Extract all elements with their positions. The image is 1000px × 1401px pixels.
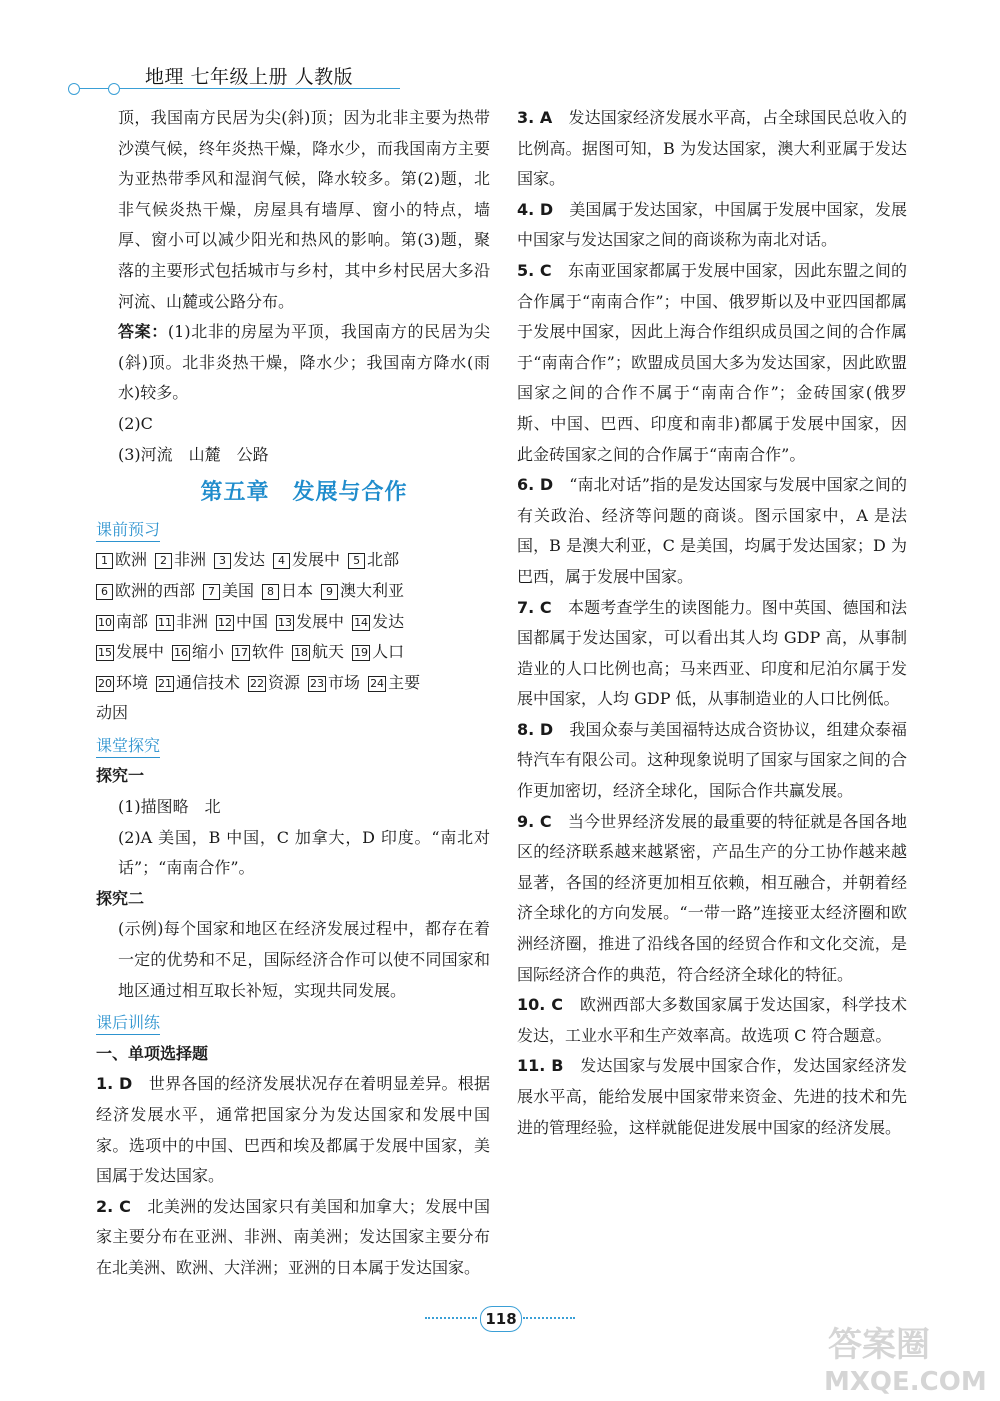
question-2-text: 北美洲的发达国家只有美国和加拿大；发展中国家主要分布在亚洲、非洲、南美洲；发达国家主要分布在北美洲、欧洲、大洋洲；亚洲的日本属于发达国家。 — [96, 1196, 490, 1277]
preview-item-text: 主要 — [388, 672, 421, 692]
preview-item — [352, 637, 404, 668]
header-title: 地理 七年级上册 人教版 — [145, 66, 354, 88]
explore-1-title: 探究一 — [96, 766, 145, 786]
header-dot-mid — [108, 83, 120, 95]
preview-item-number: 8 — [262, 584, 279, 600]
preview-row — [96, 607, 490, 638]
preview-item — [216, 607, 268, 638]
preview-item-number: 17 — [234, 646, 249, 660]
answer-item — [517, 195, 907, 256]
right-column — [517, 103, 907, 1143]
preview-item-text: 市场 — [328, 672, 361, 692]
answer-item-text: 发达国家与发展中国家合作，发达国家经济发展水平高，能给发展中国家带来资金、先进的技术和先进的管理经验，这样就能促进发展中国家的经济发展。 — [517, 1056, 907, 1137]
part-1-title: 一、单项选择题 — [96, 1043, 209, 1063]
answer-item-number: 10. C — [517, 995, 564, 1015]
watermark-line-1: 答案圈 — [828, 1325, 930, 1365]
preview-item-text: 发展中 — [296, 611, 345, 631]
preview-item-number: 9 — [321, 584, 338, 600]
preview-item-text: 欧洲 — [115, 550, 148, 570]
preview-item — [292, 637, 344, 668]
preview-item — [156, 668, 240, 699]
question-1-text: 世界各国的经济发展状况存在着明显差异。根据经济发展水平，通常把国家分为发达国家和发展中国家。选项中的中国、巴西和埃及都属于发展中国家，美国属于发达国家。 — [96, 1074, 490, 1186]
preview-item — [155, 545, 206, 576]
preview-item-number: 12 — [218, 615, 233, 629]
watermark-line-2: MXQE.COM — [824, 1367, 987, 1397]
answer-2: (2)C — [118, 413, 153, 433]
preview-item-number: 13 — [278, 615, 293, 629]
preview-item-number: 24 — [370, 676, 385, 690]
watermark-logo — [818, 1318, 993, 1398]
preview-item-number: 19 — [354, 646, 369, 660]
footer-dots-right — [523, 1317, 575, 1319]
answer-block — [118, 317, 490, 409]
preview-item-text: 通信技术 — [176, 672, 241, 692]
left-column — [96, 103, 490, 1284]
preview-item-text: 发展中 — [292, 550, 341, 570]
answer-item-text: 发达国家经济发展水平高，占全球国民总收入的比例高。据图可知，B 为发达国家，澳大利亚属于发达国家。 — [517, 108, 907, 189]
preview-item-number: 21 — [158, 676, 173, 690]
preview-item-number: 1 — [96, 553, 113, 569]
question-2 — [96, 1192, 490, 1284]
explore-1-b: (2)A 美国，B 中国，C 加拿大，D 印度。“南北对话”；“南南合作”。 — [118, 827, 490, 878]
left-para-1: 顶，我国南方民居为尖(斜)顶；因为北非主要为热带沙漠气候，终年炎热干燥，降水少，而我国南方主要为亚热带季风和湿润气候，降水较多。第(2)题，北非气候炎热干燥，房屋具有墙厚、窗小的特点，墙厚、窗小可以减少阳光和热风的影响。第(3)题，聚落的主要形式包括城市与乡村，其中乡村民居大多沿河流、山麓或公路分布。 — [118, 108, 490, 311]
section-preview-title: 课前预习 — [96, 519, 160, 542]
answer-item-number: 4. D — [517, 199, 554, 219]
question-1-number: 1. D — [96, 1074, 133, 1094]
preview-item-number: 4 — [273, 553, 290, 569]
answer-item-text: 本题考查学生的读图能力。图中英国、德国和法国都属于发达国家，可以看出其人均 GDP 高，从事制造业的人口比例也高；马来西亚、印度和尼泊尔属于发展中国家，人均 GDP 低，从事制造业的人口比例低。 — [517, 597, 907, 709]
answer-item-number: 6. D — [517, 475, 554, 495]
answer-item — [517, 807, 907, 991]
preview-item — [156, 607, 208, 638]
answer-item-text: 当今世界经济发展的最重要的特征就是各国各地区的经济联系越来越紧密，产品生产的分工协作越来越显著，各国的经济更加相互依赖，相互融合，并朝着经济全球化的方向发展。“一带一路”连接亚太经济圈和欧洲经济圈，推进了沿线各国的经贸合作和文化交流，是国际经济合作的典范，符合经济全球化的特征。 — [517, 811, 907, 984]
preview-item-text: 发达 — [233, 550, 266, 570]
preview-item — [203, 576, 254, 607]
answer-item-text: 东南亚国家都属于发展中国家，因此东盟之间的合作属于“南南合作”；中国、俄罗斯以及中亚四国都属于发展中国家，因此上海合作组织成员国之间的合作属于“南南合作”；欧盟成员国大多为发达国家，因此欧盟国家之间的合作不属于“南南合作”；金砖国家(俄罗斯、中国、巴西、印度和南非)都属于发展中国家，因此金砖国家之间的合作属于“南南合作”。 — [517, 260, 907, 464]
answer-item-text: 我国众泰与美国福特达成合资协议，组建众泰福特汽车有限公司。这种现象说明了国家与国家之间的合作更加密切，经济全球化，国际合作共赢发展。 — [517, 719, 907, 801]
preview-item — [248, 668, 300, 699]
preview-row — [96, 668, 490, 699]
preview-item-text: 日本 — [281, 580, 314, 600]
preview-item-number: 5 — [348, 553, 365, 569]
preview-item — [232, 637, 284, 668]
answer-1: (1)北非的房屋为平顶，我国南方的民居为尖(斜)顶。北非炎热干燥，降水少；我国南方降水(雨水)较多。 — [118, 322, 490, 403]
preview-item — [348, 545, 399, 576]
page-number: 118 — [480, 1306, 522, 1332]
answer-item-number: 7. C — [517, 597, 552, 617]
preview-row — [96, 576, 490, 607]
preview-item — [96, 607, 148, 638]
preview-item-text: 航天 — [312, 642, 345, 662]
preview-item-text: 美国 — [222, 580, 255, 600]
answer-item-number: 9. C — [517, 811, 552, 831]
preview-item-text: 欧洲的西部 — [115, 580, 196, 600]
preview-item-number: 15 — [98, 646, 112, 660]
explore-2-text: (示例)每个国家和地区在经济发展过程中，都存在着一定的优势和不足，国际经济合作可以使不同国家和地区通过相互取长补短，实现共同发展。 — [118, 919, 490, 1000]
preview-item — [96, 637, 164, 668]
preview-item — [321, 576, 404, 607]
section-after-title: 课后训练 — [96, 1012, 160, 1035]
preview-item-text: 软件 — [252, 642, 285, 662]
preview-item-number: 3 — [214, 553, 231, 569]
preview-item — [352, 607, 404, 638]
preview-item-number: 14 — [354, 615, 369, 629]
preview-item — [276, 607, 344, 638]
preview-item-number: 23 — [310, 676, 325, 690]
footer-dots-left — [425, 1317, 477, 1319]
preview-item-text: 非洲 — [174, 550, 207, 570]
preview-item-number: 18 — [294, 646, 309, 660]
preview-item-text: 发展中 — [116, 642, 165, 662]
answer-item-text: 美国属于发达国家，中国属于发展中国家，发展中国家与发达国家之间的商谈称为南北对话。 — [517, 199, 907, 250]
preview-tail: 动因 — [96, 703, 129, 723]
answer-item — [517, 103, 907, 195]
preview-item-text: 缩小 — [192, 642, 225, 662]
answer-item-text: 欧洲西部大多数国家属于发达国家，科学技术发达，工业水平和生产效率高。故选项 C 符合题意。 — [517, 995, 907, 1045]
chapter-title: 第五章 发展与合作 — [200, 480, 408, 506]
preview-item-text: 澳大利亚 — [340, 580, 405, 600]
answer-item-text: “南北对话”指的是发达国家与发展中国家之间的有关政治、经济等问题的商谈。图示国家中，A 是法国，B 是澳大利亚，C 是美国，均属于发达国家；D 为巴西，属于发展中国家。 — [517, 475, 907, 586]
section-explore-title: 课堂探究 — [96, 735, 160, 758]
header-dot-left — [68, 83, 80, 95]
answer-item — [517, 593, 907, 715]
answer-item-number: 3. A — [517, 108, 553, 127]
preview-item-text: 环境 — [116, 672, 149, 692]
answer-item — [517, 1051, 907, 1143]
preview-item-text: 北部 — [367, 550, 400, 570]
answer-3: (3)河流 山麓 公路 — [118, 444, 269, 464]
preview-item — [214, 545, 265, 576]
preview-item-number: 20 — [98, 676, 112, 690]
answer-item-number: 11. B — [517, 1056, 564, 1076]
preview-item-text: 资源 — [268, 672, 301, 692]
explore-2-title: 探究二 — [96, 888, 145, 908]
preview-item — [96, 545, 147, 576]
preview-item-number: 16 — [174, 646, 189, 660]
preview-item — [172, 637, 224, 668]
preview-item-text: 中国 — [236, 611, 269, 631]
preview-item — [96, 576, 195, 607]
preview-item-text: 南部 — [116, 611, 149, 631]
preview-item-number: 7 — [203, 584, 220, 600]
answer-item — [517, 470, 907, 592]
preview-row — [96, 545, 490, 576]
preview-item — [96, 668, 148, 699]
answer-item — [517, 256, 907, 470]
explore-1-a: (1)描图略 北 — [118, 797, 221, 817]
question-2-number: 2. C — [96, 1196, 131, 1216]
question-1 — [96, 1069, 490, 1191]
preview-item-number: 22 — [250, 676, 265, 690]
preview-item — [368, 668, 420, 699]
preview-item — [262, 576, 313, 607]
preview-item-text: 人口 — [372, 642, 405, 662]
preview-item-number: 6 — [96, 584, 113, 600]
answer-item — [517, 715, 907, 807]
preview-item — [273, 545, 340, 576]
preview-item-number: 10 — [98, 615, 112, 629]
preview-item-number: 11 — [158, 615, 173, 629]
preview-item-text: 发达 — [372, 611, 405, 631]
preview-item — [308, 668, 360, 699]
answer-label: 答案： — [118, 322, 168, 342]
preview-item-text: 非洲 — [176, 611, 209, 631]
answer-item — [517, 990, 907, 1051]
preview-item-number: 2 — [155, 553, 172, 569]
answer-item-number: 5. C — [517, 260, 552, 280]
preview-row — [96, 637, 490, 668]
preview-answer-grid — [98, 545, 490, 698]
answer-item-number: 8. D — [517, 719, 554, 739]
